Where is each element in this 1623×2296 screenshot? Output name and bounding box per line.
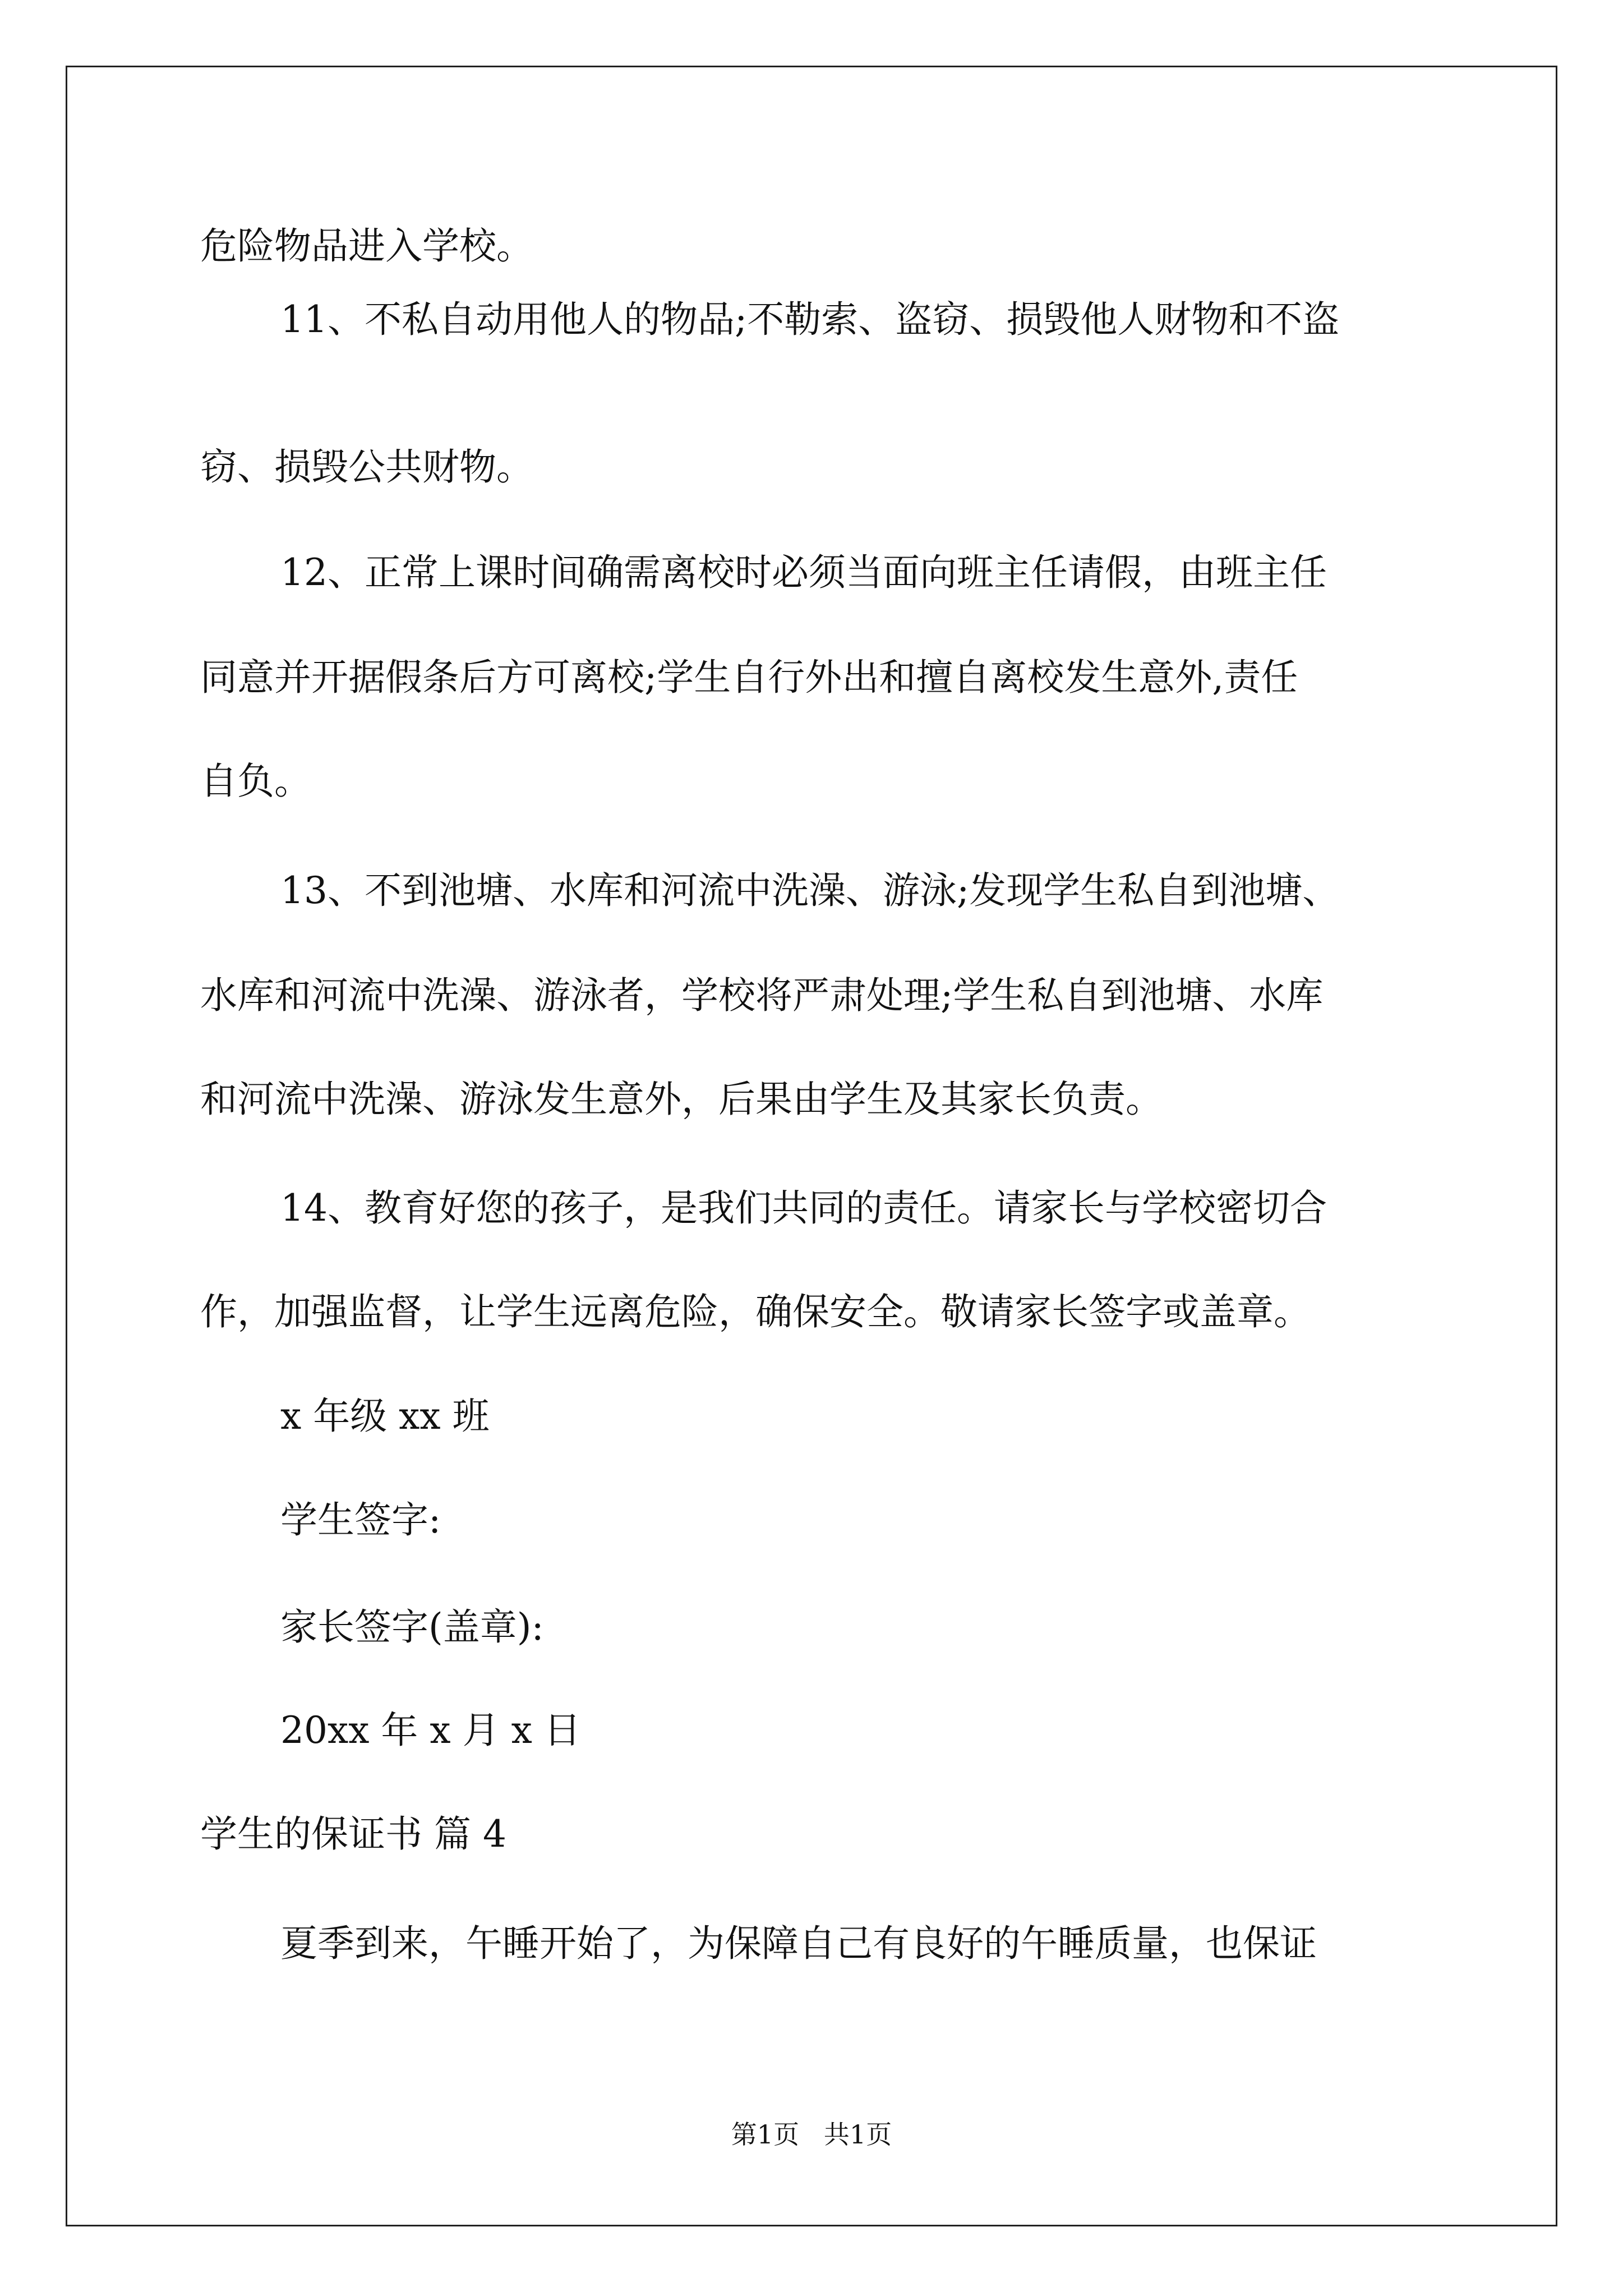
class-label: x 年级 xx 班 [280,1395,490,1438]
page-border [66,66,1557,2226]
text-line-11: 作，加强监督，让学生远离危险，确保安全。敬请家长签字或盖章。 [200,1290,1311,1333]
section-heading: 学生的保证书 篇 4 [200,1812,506,1856]
text-line-2: 11、不私自动用他人的物品;不勒索、盗窃、损毁他人财物和不盗 [280,298,1340,341]
parent-signature-label: 家长签字(盖章): [280,1605,544,1649]
text-line-10: 14、教育好您的孩子，是我们共同的责任。请家长与学校密切合 [280,1186,1327,1230]
text-line-3: 窃、损毁公共财物。 [200,445,533,489]
page-footer: 第1页 共1页 [731,2119,892,2150]
text-line-4: 12、正常上课时间确需离校时必须当面向班主任请假，由班主任 [280,551,1327,594]
date-line: 20xx 年 x 月 x 日 [280,1709,581,1752]
text-line-17: 夏季到来，午睡开始了，为保障自己有良好的午睡质量，也保证 [280,1922,1317,1965]
text-line-1: 危险物品进入学校。 [200,224,533,268]
student-signature-label: 学生签字: [280,1498,441,1542]
text-line-9: 和河流中洗澡、游泳发生意外，后果由学生及其家长负责。 [200,1078,1163,1121]
text-line-5: 同意并开据假条后方可离校;学生自行外出和擅自离校发生意外,责任 [200,656,1298,699]
text-line-7: 13、不到池塘、水库和河流中洗澡、游泳;发现学生私自到池塘、 [280,869,1340,912]
text-line-6: 自负。 [200,760,311,803]
text-line-8: 水库和河流中洗澡、游泳者，学校将严肃处理;学生私自到池塘、水库 [200,974,1324,1017]
